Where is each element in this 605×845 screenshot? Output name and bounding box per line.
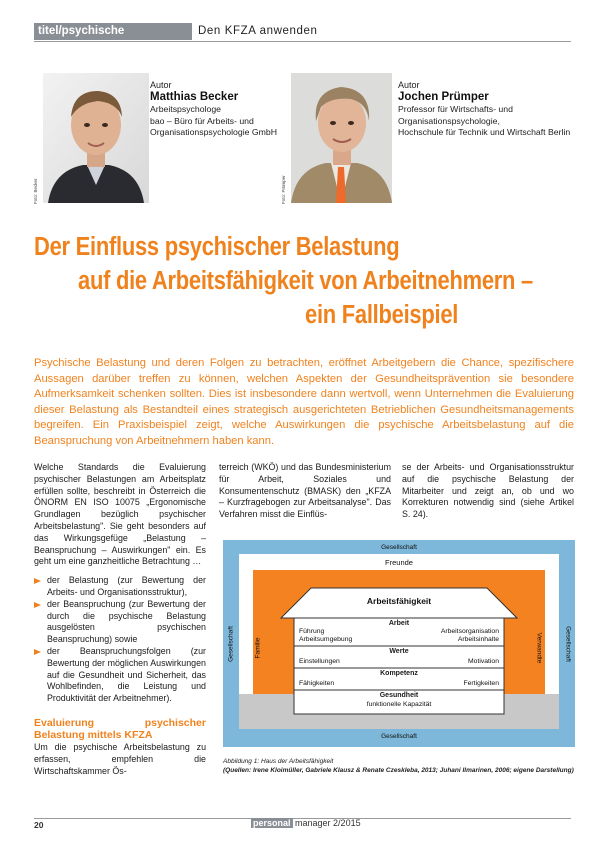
body-paragraph: terreich (WKÖ) und das Bundesministerium für Arbeit, Soziales und Konsumentenschutz (BMASK) den „KFZA – Kurzfragebogen zur Arbeitsanalyse". Das Verfahren misst die Einflüs-: [219, 462, 391, 520]
figure-house-of-work-ability: [223, 540, 575, 747]
author-role-line: Arbeitspsychologe: [150, 104, 221, 114]
header-rule: [34, 41, 571, 42]
figure-floor-gesundheit: Gesundheit: [379, 692, 419, 699]
figure-caption-title: Abbildung 1: Haus der Arbeitsfähigkeit: [223, 758, 334, 765]
figure-item-funktionelle-kapazitaet: funktionelle Kapazität: [366, 701, 432, 708]
magazine-brand: personal: [253, 818, 291, 828]
body-column-2: [219, 462, 391, 521]
figure-label-gesellschaft-left: Gesellschaft: [227, 626, 235, 662]
bullet-item: der Belastung (zur Bewertung der Arbeits- und Organisationsstruktur),: [34, 575, 206, 599]
body-paragraph: Welche Standards die Evaluierung psychischer Belastungen am Arbeitsplatz erfüllen sollte, beschreibt in Österreich die ÖNORM EN ISO 10075 „Ergonomische Grundlagen bezüglich psychischer Arbeitsbelastung". Sie geht besonders auf das Wirkungsgefüge „Belastung – Beanspruchung – Auswirkungen" ein. Es geht um eine ganzheitliche Betrachtung …: [34, 462, 206, 567]
photo-credit: Foto: Becker: [33, 178, 38, 204]
bullet-item: der Beanspruchung (zur Bewertung der durch die psychische Belastung ausgelösten psychischen Beanspruchung) sowie: [34, 599, 206, 646]
author-name: Jochen Prümper: [398, 91, 489, 103]
figure-item-fuehrung: Führung: [299, 628, 325, 635]
figure-label-verwandte: Verwandte: [535, 632, 543, 664]
page-number: 20: [34, 820, 44, 830]
author-photo-becker: [43, 73, 149, 203]
body-paragraph: Um die psychische Arbeitsbelastung zu erfassen, empfehlen die Wirtschaftskammer Ös-: [34, 741, 206, 776]
figure-item-motivation: Motivation: [468, 658, 499, 665]
photo-credit: Foto: Prümper: [281, 175, 286, 204]
body-paragraph: se der Arbeits- und Organisationsstruktur auf die psychische Belastung der Mitarbeiter und zeigt an, ob und wo Korrekturen notwendig sind (siehe Artikel S. 24).: [402, 462, 574, 520]
figure-roof-label: Arbeitsfähigkeit: [366, 596, 432, 606]
figure-item-faehigkeiten: Fähigkeiten: [299, 680, 335, 687]
figure-floor-werte: Werte: [389, 648, 409, 655]
article-title-line-3: ein Fallbeispiel: [305, 301, 459, 329]
article-title-line-2: auf die Arbeitsfähigkeit von Arbeitnehmern –: [78, 267, 533, 295]
figure-label-familie: Familie: [254, 637, 262, 659]
magazine-footer: [251, 818, 361, 828]
body-column-3: [402, 462, 574, 521]
figure-floor-kompetenz: Kompetenz: [380, 670, 418, 677]
figure-item-arbeitsumgebung: Arbeitsumgebung: [299, 636, 353, 643]
magazine-issue: manager 2/2015: [295, 818, 361, 828]
author-role-line: Organisationspsychologie,: [398, 115, 500, 126]
body-column-1: [34, 462, 206, 777]
author-label: Autor: [150, 80, 172, 90]
figure-label-gesellschaft-right: Gesellschaft: [564, 626, 572, 662]
author-role-line: Hochschule für Technik und Wirtschaft Berlin: [398, 127, 571, 137]
figure-item-arbeitsinhalte: Arbeitsinhalte: [457, 636, 499, 643]
figure-item-fertigkeiten: Fertigkeiten: [463, 680, 499, 687]
author-role-line: bao – Büro für Arbeits- und: [150, 115, 254, 126]
article-lead: Psychische Belastung und deren Folgen zu betrachten, eröffnet Arbeitgebern die Chance, spezifischere Aussagen darüber treffen zu können, welchen Aspekten der Gesundheitsprävention sie besondere Aufmerksamkeit schenken sollten. Dies ist insbesondere dann wertvoll, wenn Unternehmen die Evaluierung dieser Belastung als Bestandteil eines strategisch ausgerichteten Betrieblichen Gesundheitsmanagements begreifen. Ein Praxisbeispiel zeigt, welche Auswirkungen die psychische Arbeitsbelastung auf die Beanspruchung von Arbeitnehmern haben kann.: [34, 357, 574, 447]
author-photo-pruemper: [291, 73, 392, 203]
figure-caption-source: (Quellen: Irene Kloimüller, Gabriele Klausz & Renate Czeskleba, 2013; Juhani Ilmarinen, 2006; eigene Darstellung): [223, 766, 574, 774]
author-name: Matthias Becker: [150, 91, 239, 103]
section-tag: titel/psychische belastungen: [34, 23, 192, 40]
figure-label-gesellschaft-bottom: Gesellschaft: [381, 733, 417, 740]
bullet-item: der Beanspruchungsfolgen (zur Bewertung der möglichen Auswirkungen auf die Gesundheit und Sicherheit, das Wohlbefinden, die Leistung und Produktivität der Arbeitnehmer).: [34, 646, 206, 705]
figure-item-einstellungen: Einstellungen: [299, 658, 340, 665]
article-title-line-1: Der Einfluss psychischer Belastung: [34, 233, 400, 261]
figure-label-gesellschaft-top: Gesellschaft: [381, 544, 417, 551]
author-block-becker: [150, 80, 290, 139]
author-role-line: Professor für Wirtschafts- und: [398, 104, 513, 114]
figure-floor-arbeit: Arbeit: [388, 620, 410, 627]
author-label: Autor: [398, 80, 420, 90]
figure-item-arbeitsorganisation: Arbeitsorganisation: [440, 628, 499, 635]
subheading: Evaluierung psychischer Belastung mittels KFZA: [34, 716, 206, 742]
author-role-line: Organisationspsychologie GmbH: [150, 127, 277, 137]
figure-house-shape: [223, 540, 575, 747]
author-block-pruemper: [398, 80, 578, 139]
figure-label-freunde: Freunde: [385, 558, 413, 567]
section-title: Den KFZA anwenden: [198, 25, 318, 37]
figure-caption: [223, 758, 575, 775]
